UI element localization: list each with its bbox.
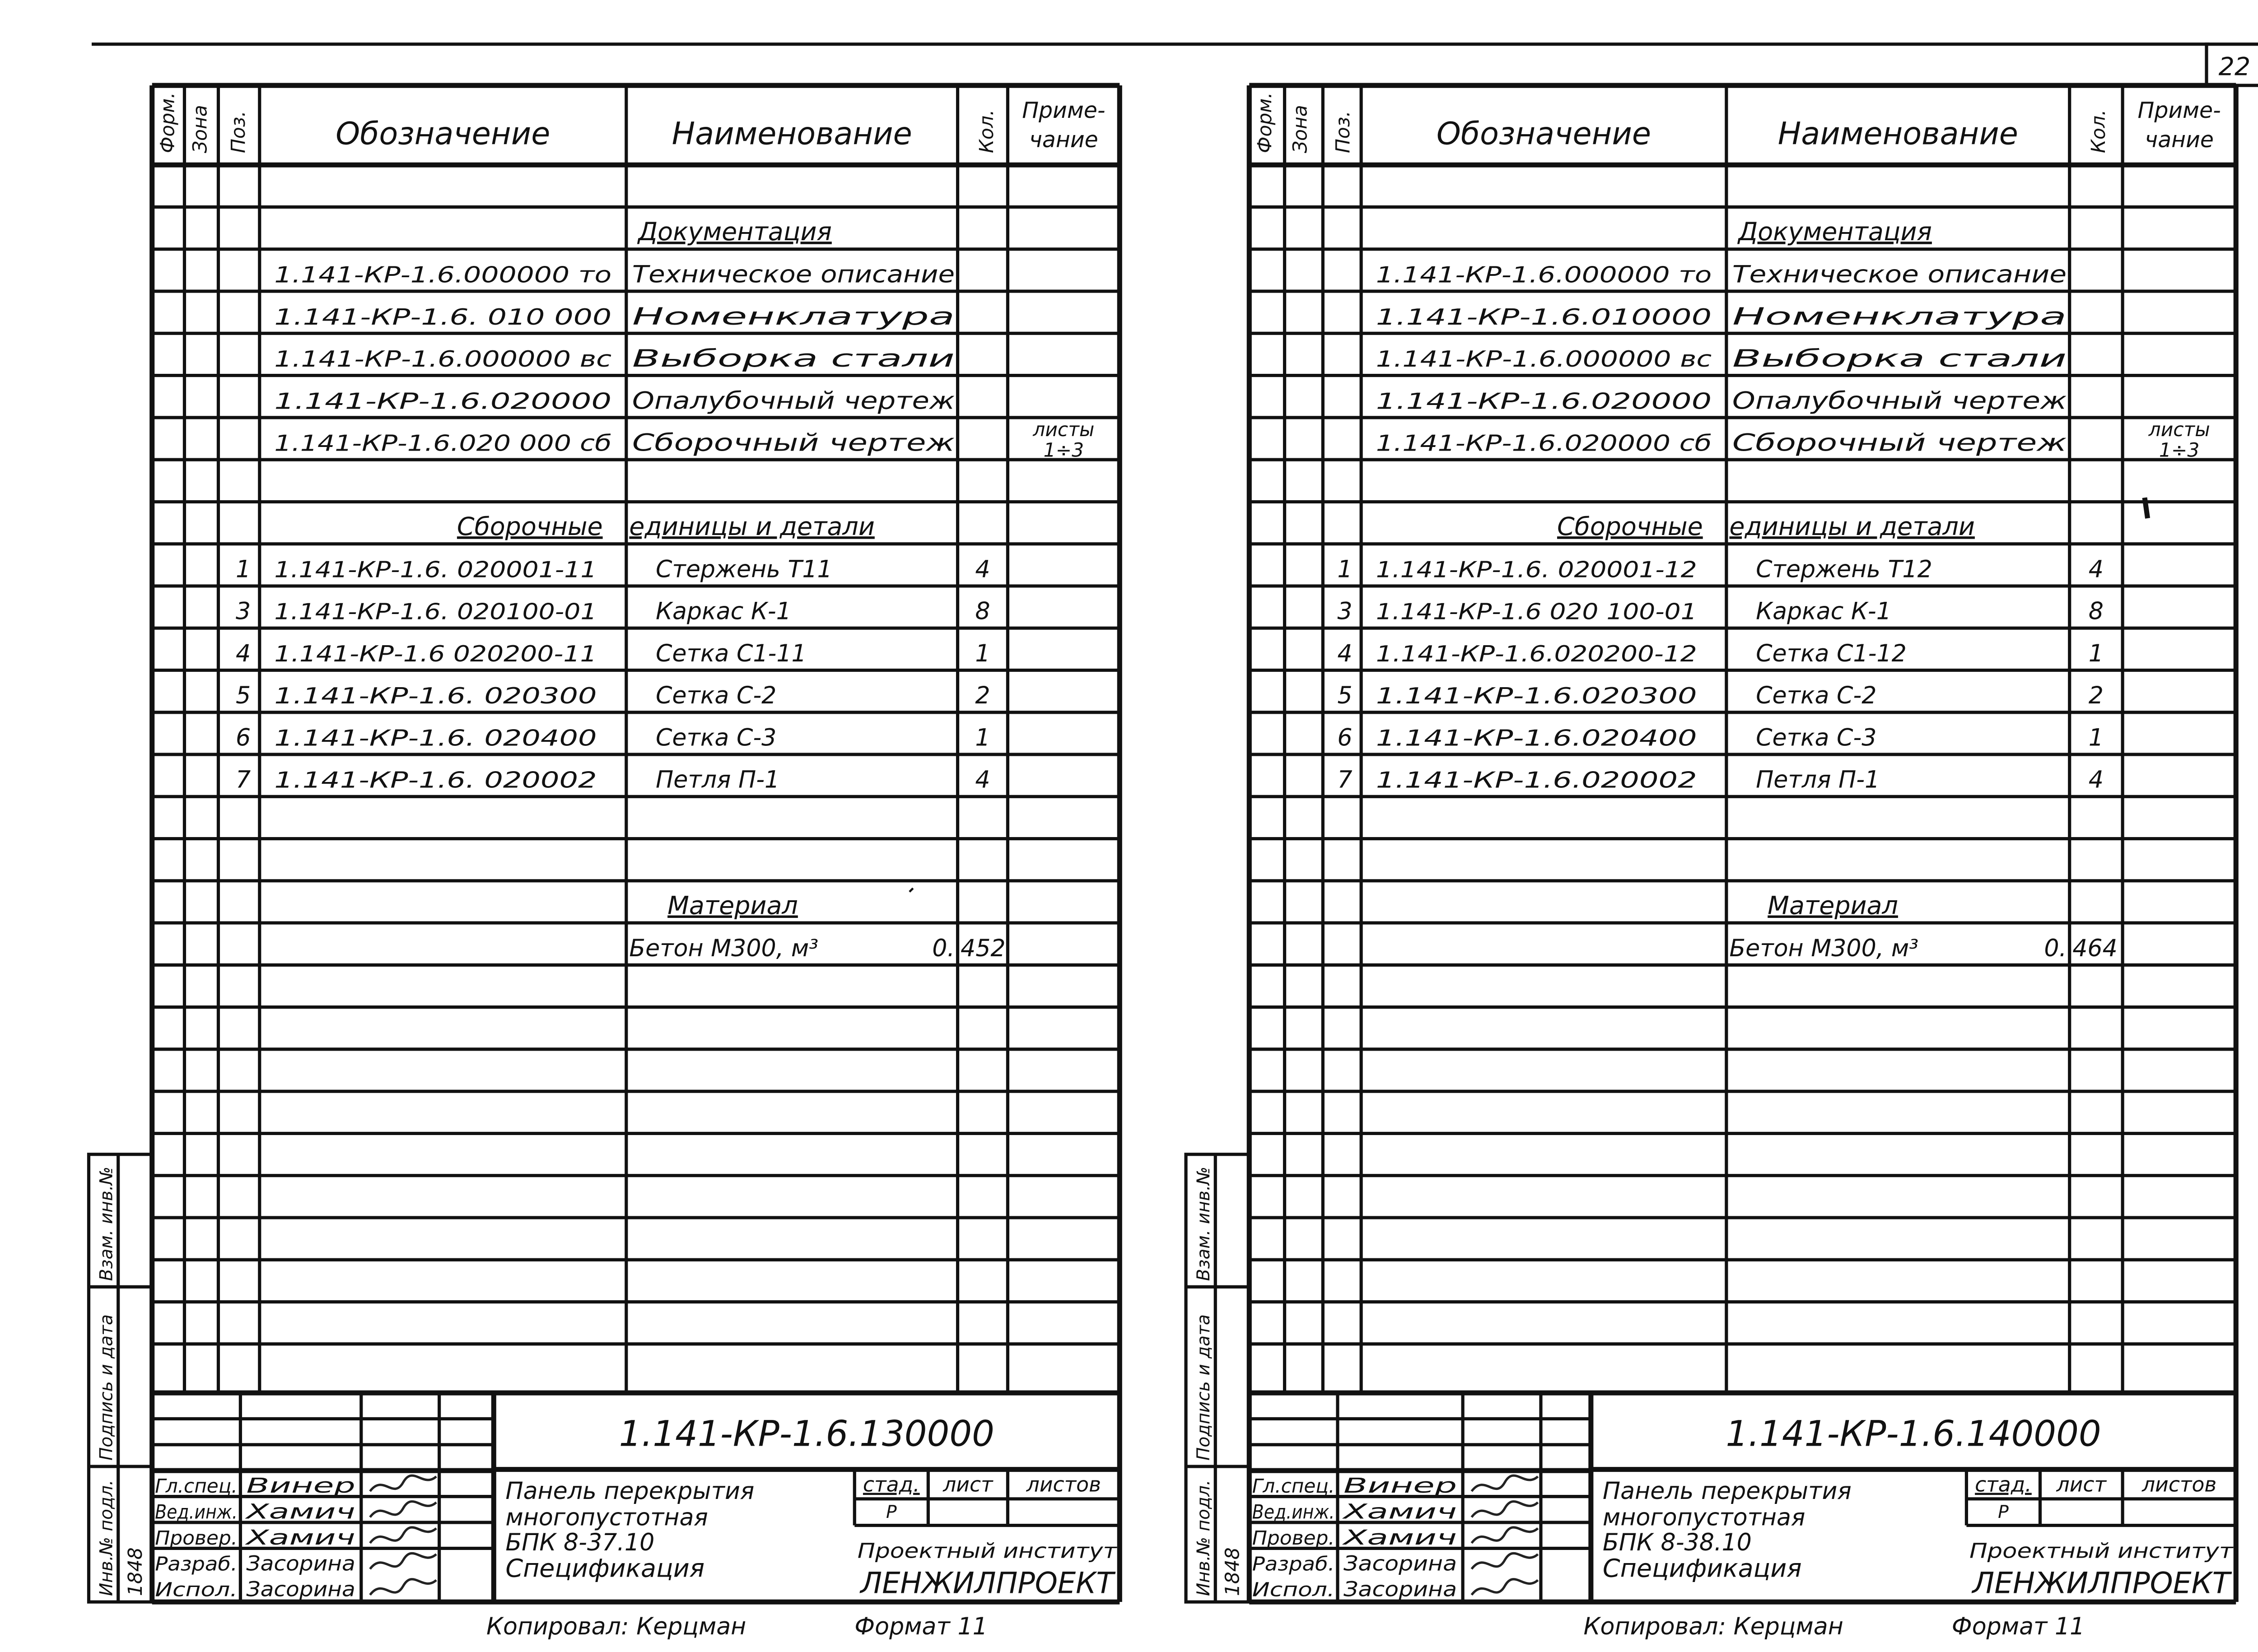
footer-copied-by: Копировал: Керцман <box>486 1613 746 1640</box>
doc-designation: 1.141-КР-1.6.000000 то <box>1376 262 1712 288</box>
doc-name: Техническое описание <box>632 261 955 289</box>
part-designation: 1.141-КР-1.6. 020100-01 <box>274 599 597 625</box>
stamp-role: Вед.инж. <box>155 1501 238 1523</box>
part-qty: 1 <box>2088 724 2104 752</box>
material-qty-frac: 452 <box>961 935 1006 962</box>
part-designation: 1.141-КР-1.6. 020300 <box>274 683 597 709</box>
header-qty: Кол. <box>975 109 998 154</box>
stage-value: Р <box>1998 1502 2009 1523</box>
part-name: Каркас К-1 <box>656 598 791 625</box>
header-designation: Обозначение <box>336 116 551 152</box>
material-qty-int: 0. <box>932 935 955 962</box>
part-designation: 1.141-КР-1.6. 020001-12 <box>1376 557 1697 583</box>
doc-name: Сборочный чертеж <box>1732 429 2067 457</box>
footer-format: Формат 11 <box>854 1613 988 1640</box>
part-designation: 1.141-КР-1.6.020200-12 <box>1376 641 1697 667</box>
section-parts: единицы и детали <box>629 512 875 542</box>
ink-mark-image <box>910 889 912 891</box>
doc-name: Техническое описание <box>1732 261 2067 289</box>
side-replaced-inv: Взам. инв.№ <box>1194 1166 1214 1281</box>
signature-image <box>370 1475 436 1491</box>
doc-designation: 1.141-КР-1.6.020000 <box>1376 388 1712 414</box>
doc-designation: 1.141-КР-1.6.000000 то <box>274 262 612 288</box>
part-designation: 1.141-КР-1.6. 020001-11 <box>274 557 597 583</box>
part-qty: 4 <box>2088 556 2104 583</box>
doc-name: Выборка стали <box>1732 345 2067 373</box>
section-parts: единицы и детали <box>1729 512 1975 542</box>
signature-image <box>370 1502 436 1517</box>
part-qty: 4 <box>2088 766 2104 794</box>
footer-copied-by: Копировал: Керцман <box>1583 1613 1843 1640</box>
stamp-role: Разраб. <box>155 1553 238 1575</box>
signature-image <box>370 1527 436 1543</box>
part-qty: 1 <box>975 640 990 667</box>
doc-note: 1÷3 <box>1043 439 1084 461</box>
stamp-name: Хамич <box>245 1499 355 1524</box>
doc-name: Номенклатура <box>632 303 955 330</box>
stamp-title-line: БПК 8-38.10 <box>1602 1529 1752 1556</box>
material-qty-frac: 464 <box>2072 935 2118 962</box>
part-designation: 1.141-КР-1.6 020 100-01 <box>1376 599 1697 625</box>
stamp-name: Винер <box>246 1474 355 1498</box>
organization-line: Проектный институт <box>1969 1539 2234 1563</box>
header-pos: Поз. <box>227 111 250 154</box>
sheets-label: листов <box>2141 1472 2217 1497</box>
sheet-right <box>910 85 2236 1640</box>
side-inv-original: Инв.№ подл. <box>1194 1480 1214 1596</box>
part-designation: 1.141-КР-1.6. 020002 <box>274 767 597 793</box>
section-assembly-units: Сборочные <box>457 512 603 542</box>
header-note: чание <box>1029 127 1098 153</box>
doc-note: листы <box>2148 418 2210 441</box>
stamp-title-line: Спецификация <box>1602 1554 1802 1583</box>
part-qty: 4 <box>975 766 990 794</box>
header-name: Наименование <box>1777 116 2018 152</box>
doc-name: Сборочный чертеж <box>632 429 955 457</box>
doc-designation: 1.141-КР-1.6.000000 вс <box>274 346 612 372</box>
part-qty: 1 <box>2088 640 2104 667</box>
header-zone: Зона <box>189 105 211 154</box>
stage-label: стад. <box>863 1472 920 1497</box>
side-sign-date: Подпись и дата <box>96 1314 117 1461</box>
doc-designation: 1.141-КР-1.6.010000 <box>1376 304 1712 330</box>
stamp-name: Засорина <box>1343 1551 1457 1576</box>
header-qty: Кол. <box>2087 109 2109 154</box>
part-qty: 8 <box>975 598 990 625</box>
part-pos: 7 <box>236 766 251 794</box>
section-documentation: Документация <box>638 218 832 247</box>
stamp-role: Провер. <box>1252 1526 1335 1549</box>
stamp-title-line: Спецификация <box>505 1554 705 1583</box>
stamp-role: Гл.спец. <box>155 1475 238 1498</box>
signature-image <box>1472 1502 1538 1517</box>
stamp-title-line: многопустотная <box>1602 1504 1805 1531</box>
ink-mark-image <box>2145 498 2148 518</box>
part-pos: 3 <box>236 598 251 625</box>
doc-designation: 1.141-КР-1.6.020 000 сб <box>274 430 612 456</box>
part-name: Стержень Т12 <box>1756 556 1932 583</box>
header-format: Форм. <box>1254 92 1276 154</box>
header-zone: Зона <box>1289 105 1311 154</box>
part-name: Сетка С-2 <box>656 682 777 710</box>
sheets-label: листов <box>1026 1472 1101 1497</box>
signature-image <box>1472 1579 1538 1595</box>
material-name: Бетон М300, м³ <box>1729 935 1919 962</box>
header-note: Приме- <box>2137 97 2221 123</box>
part-designation: 1.141-КР-1.6. 020400 <box>274 725 597 751</box>
sheet-label: лист <box>2056 1472 2107 1497</box>
section-material: Материал <box>667 891 798 921</box>
doc-name: Номенклатура <box>1732 303 2067 330</box>
part-qty: 2 <box>2088 682 2104 710</box>
part-designation: 1.141-КР-1.6.020002 <box>1376 767 1697 793</box>
material-qty-int: 0. <box>2044 935 2067 962</box>
part-designation: 1.141-КР-1.6.020300 <box>1376 683 1697 709</box>
part-name: Сетка С-2 <box>1756 682 1877 710</box>
part-pos: 6 <box>1337 724 1353 752</box>
signature-image <box>1472 1553 1538 1569</box>
part-designation: 1.141-КР-1.6 020200-11 <box>274 641 597 667</box>
stamp-role: Разраб. <box>1252 1553 1335 1575</box>
organization-name: ЛЕНЖИЛПРОЕКТ <box>1971 1566 2233 1601</box>
signature-image <box>1472 1475 1538 1491</box>
stamp-title-line: Панель перекрытия <box>505 1477 755 1505</box>
stamp-role: Испол. <box>155 1578 238 1601</box>
part-name: Каркас К-1 <box>1756 598 1891 625</box>
stamp-name: Винер <box>1343 1474 1457 1498</box>
header-designation: Обозначение <box>1436 116 1652 152</box>
part-qty: 8 <box>2088 598 2104 625</box>
side-number: 1848 <box>124 1547 146 1596</box>
header-note: чание <box>2145 127 2214 153</box>
doc-note: 1÷3 <box>2159 439 2200 461</box>
section-documentation: Документация <box>1738 218 1932 247</box>
part-qty: 2 <box>975 682 990 710</box>
stamp-role: Провер. <box>155 1526 238 1549</box>
stamp-name: Хамич <box>1342 1499 1457 1524</box>
part-name: Сетка С-3 <box>1756 724 1877 752</box>
stamp-name: Хамич <box>245 1525 355 1550</box>
stamp-name: Засорина <box>1343 1577 1457 1601</box>
stamp-role: Гл.спец. <box>1252 1475 1335 1498</box>
stamp-name: Хамич <box>1342 1525 1457 1550</box>
part-pos: 6 <box>236 724 251 752</box>
part-pos: 7 <box>1337 766 1353 794</box>
part-qty: 1 <box>975 724 990 752</box>
header-name: Наименование <box>672 116 912 152</box>
part-pos: 5 <box>236 682 251 710</box>
doc-designation: 1.141-КР-1.6.000000 вс <box>1376 346 1712 372</box>
stage-value: Р <box>886 1502 897 1523</box>
doc-designation: 1.141-КР-1.6.020000 <box>274 388 612 414</box>
footer-format: Формат 11 <box>1951 1613 2085 1640</box>
header-pos: Поз. <box>1332 111 1354 154</box>
part-name: Сетка С1-11 <box>656 640 807 667</box>
doc-designation: 1.141-КР-1.6.020000 сб <box>1376 430 1712 456</box>
part-pos: 1 <box>236 556 251 583</box>
part-pos: 5 <box>1337 682 1353 710</box>
part-name: Сетка С-3 <box>656 724 777 752</box>
part-pos: 4 <box>236 640 251 667</box>
side-sign-date: Подпись и дата <box>1194 1314 1214 1461</box>
side-replaced-inv: Взам. инв.№ <box>96 1166 117 1281</box>
header-format: Форм. <box>156 92 179 154</box>
doc-note: листы <box>1033 418 1095 441</box>
doc-name: Опалубочный чертеж <box>1732 387 2067 415</box>
sheet-label: лист <box>943 1472 993 1497</box>
stamp-title-line: БПК 8-37.10 <box>505 1529 655 1556</box>
part-designation: 1.141-КР-1.6.020400 <box>1376 725 1697 751</box>
stamp-role: Испол. <box>1252 1578 1335 1601</box>
organization-line: Проектный институт <box>857 1539 1118 1563</box>
signature-image <box>370 1579 436 1595</box>
page-number: 22 <box>2218 52 2251 82</box>
side-number: 1848 <box>1221 1547 1244 1596</box>
part-name: Петля П-1 <box>1756 766 1880 794</box>
organization-name: ЛЕНЖИЛПРОЕКТ <box>859 1566 1116 1601</box>
header-note: Приме- <box>1022 97 1106 123</box>
side-inv-original: Инв.№ подл. <box>96 1480 117 1596</box>
material-name: Бетон М300, м³ <box>629 935 819 962</box>
section-material: Материал <box>1768 891 1898 921</box>
drawing-code: 1.141-КР-1.6.130000 <box>619 1413 994 1455</box>
doc-name: Опалубочный чертеж <box>632 387 955 415</box>
section-assembly-units: Сборочные <box>1557 512 1703 542</box>
signature-image <box>1472 1527 1538 1543</box>
doc-designation: 1.141-КР-1.6. 010 000 <box>274 304 612 330</box>
doc-name: Выборка стали <box>632 345 955 373</box>
part-pos: 1 <box>1337 556 1353 583</box>
stamp-role: Вед.инж. <box>1252 1501 1335 1523</box>
stamp-name: Засорина <box>246 1551 355 1576</box>
part-pos: 4 <box>1337 640 1353 667</box>
part-name: Стержень Т11 <box>656 556 832 583</box>
sheet-left <box>89 85 1120 1640</box>
signature-image <box>370 1553 436 1569</box>
drawing-code: 1.141-КР-1.6.140000 <box>1726 1413 2101 1455</box>
stage-label: стад. <box>1975 1472 2032 1497</box>
part-name: Сетка С1-12 <box>1756 640 1907 667</box>
stamp-title-line: Панель перекрытия <box>1602 1477 1852 1505</box>
stamp-name: Засорина <box>246 1577 355 1601</box>
part-pos: 3 <box>1337 598 1353 625</box>
stamp-title-line: многопустотная <box>505 1504 708 1531</box>
part-qty: 4 <box>975 556 990 583</box>
part-name: Петля П-1 <box>656 766 780 794</box>
